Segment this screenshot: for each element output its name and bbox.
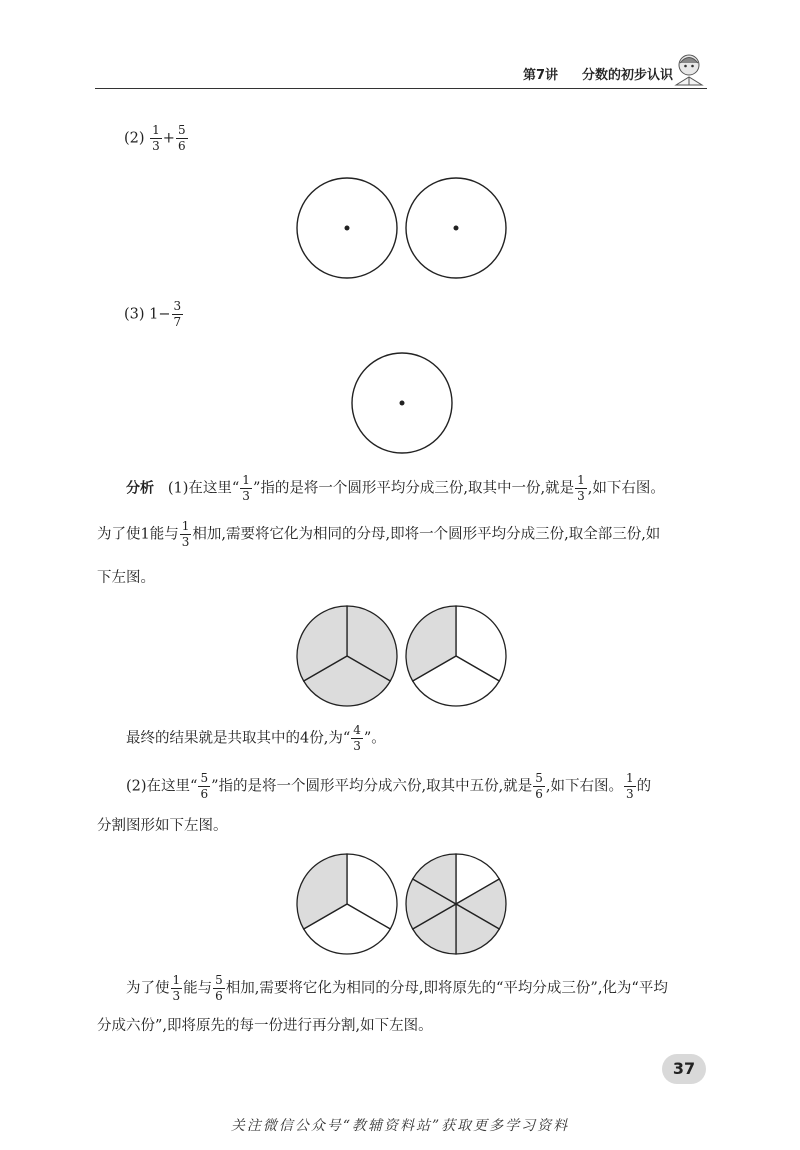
- fraction: $\frac{5}{6}$: [177, 123, 186, 153]
- plus-sign: +: [162, 130, 175, 147]
- minus-sign: −: [158, 306, 171, 323]
- fraction: $\frac{1}{3}$: [152, 123, 160, 153]
- fraction: $\frac{3}{7}$: [173, 299, 182, 329]
- analysis-line-3: 下左图。: [97, 570, 155, 586]
- fraction: $\frac{5}{6}$: [200, 771, 209, 801]
- problem-2-label: (2): [124, 130, 145, 147]
- pie-five-sixths-shaded: [406, 854, 506, 954]
- analysis-line-2: 为了使1能与 $\frac{1}{3}$ 相加,需要将它化为相同的分母,即将一个圆形平均分成三份,取全部三份,如: [97, 519, 661, 549]
- analysis-line-7: 分成六份”,即将原先的每一份进行再分割,如下左图。: [97, 1018, 433, 1034]
- page-number: 37: [662, 1054, 706, 1084]
- pie-all-three-thirds-shaded: [297, 606, 397, 706]
- analysis-line-4: (2)在这里“ $\frac{5}{6}$ ”指的是将一个圆形平均分成六份,取其中五份,就是 $\frac{5}{6}$ ,如下右图。 $\frac{1}{3}$ 的: [126, 771, 652, 801]
- lesson-title: 分数的初步认识: [582, 68, 674, 83]
- fraction: $\frac{1}{3}$: [181, 519, 190, 549]
- fraction: $\frac{1}{3}$: [172, 973, 181, 1003]
- fraction: $\frac{5}{6}$: [535, 771, 543, 801]
- analysis-line-5: 分割图形如下左图。: [97, 818, 228, 834]
- problem-3-label: (3): [124, 306, 145, 323]
- fraction: $\frac{5}{6}$: [215, 973, 223, 1003]
- analysis-heading: 分析: [126, 480, 154, 497]
- analysis-line-1: 分析 (1)在这里“ $\frac{1}{3}$ ”指的是将一个圆形平均分成三份,取其中一份,就是 $\frac{1}{3}$ ,如下右图。: [126, 473, 665, 503]
- result-line: 最终的结果就是共取其中的4份,为“ $\frac{4}{3}$ ”。: [126, 723, 386, 753]
- lesson-number: 第7讲: [523, 68, 559, 83]
- pie-one-third-shaded: [297, 854, 397, 954]
- fraction: $\frac{1}{3}$: [577, 473, 585, 503]
- fraction: $\frac{1}{3}$: [626, 771, 634, 801]
- footer-notice: 关注微信公众号“教辅资料站”获取更多学习资料: [230, 1118, 570, 1134]
- fraction: $\frac{1}{3}$: [242, 473, 250, 503]
- analysis-line-6: 为了使 $\frac{1}{3}$ 能与 $\frac{5}{6}$ 相加,需要将它化为相同的分母,即将原先的“平均分成三份”,化为“平均: [126, 973, 668, 1003]
- whole-number: 1: [149, 306, 159, 323]
- pie-one-third-shaded: [406, 606, 506, 706]
- fraction: $\frac{4}{3}$: [353, 723, 361, 753]
